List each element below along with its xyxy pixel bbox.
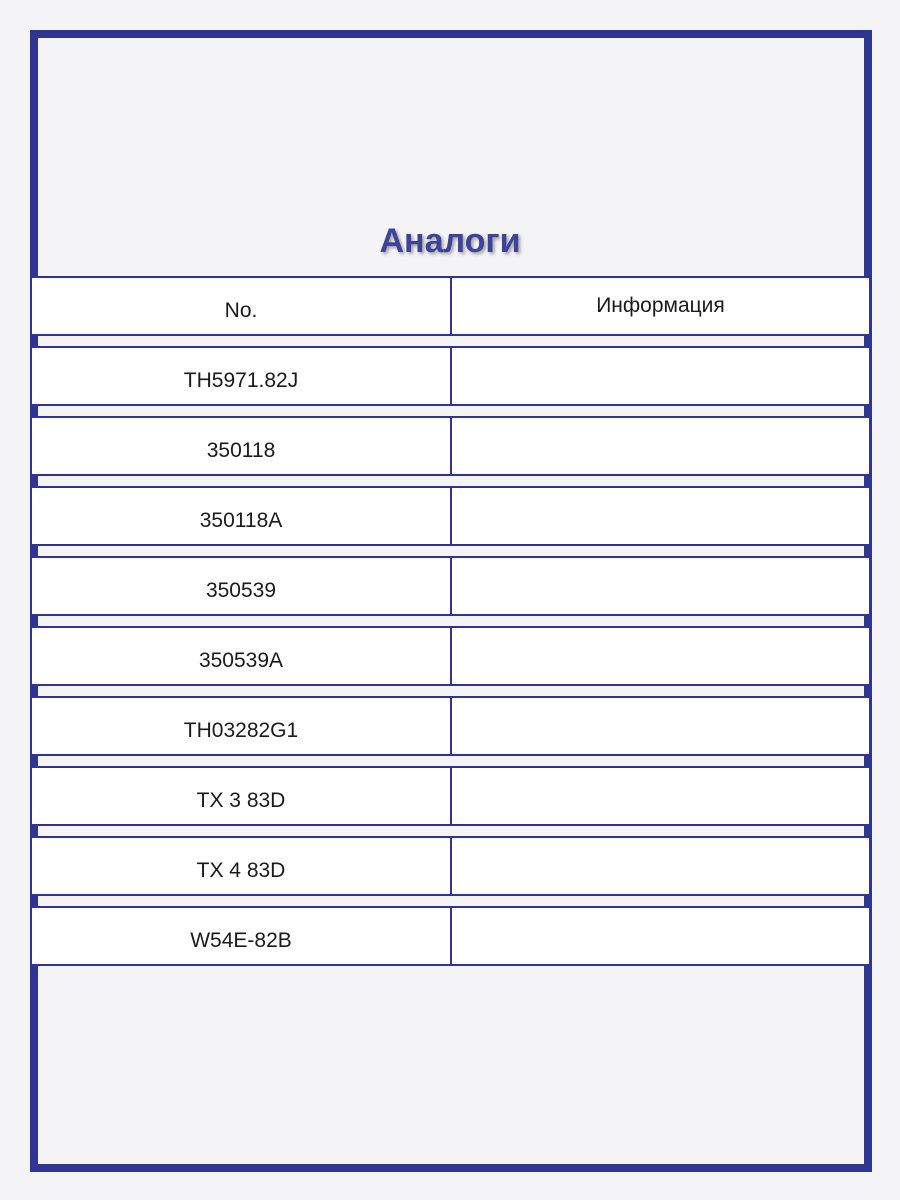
table-header (30, 276, 871, 336)
table-row (30, 346, 871, 406)
table-row (30, 486, 871, 546)
row-info (452, 768, 869, 824)
row-info (452, 348, 869, 404)
table-row (30, 906, 871, 966)
row-number: 350539 (32, 558, 452, 614)
row-info (452, 488, 869, 544)
column-header-no: No. (32, 278, 452, 334)
row-info (452, 558, 869, 614)
row-number: W54E-82B (32, 908, 452, 964)
table-row (30, 696, 871, 756)
row-number: 350539A (32, 628, 452, 684)
table-row (30, 626, 871, 686)
table-row (30, 836, 871, 896)
page-title: Аналоги (379, 222, 521, 260)
row-number: 350118A (32, 488, 452, 544)
row-number: TH03282G1 (32, 698, 452, 754)
table-row (30, 556, 871, 616)
column-header-info: Информация (596, 294, 725, 317)
row-number: TX 3 83D (32, 768, 452, 824)
row-number: 350118 (32, 418, 452, 474)
table-row (30, 416, 871, 476)
row-info (452, 908, 869, 964)
row-info (452, 418, 869, 474)
table-row (30, 766, 871, 826)
row-info (452, 698, 869, 754)
row-number: TH5971.82J (32, 348, 452, 404)
row-info (452, 628, 869, 684)
row-number: TX 4 83D (32, 838, 452, 894)
row-info (452, 838, 869, 894)
